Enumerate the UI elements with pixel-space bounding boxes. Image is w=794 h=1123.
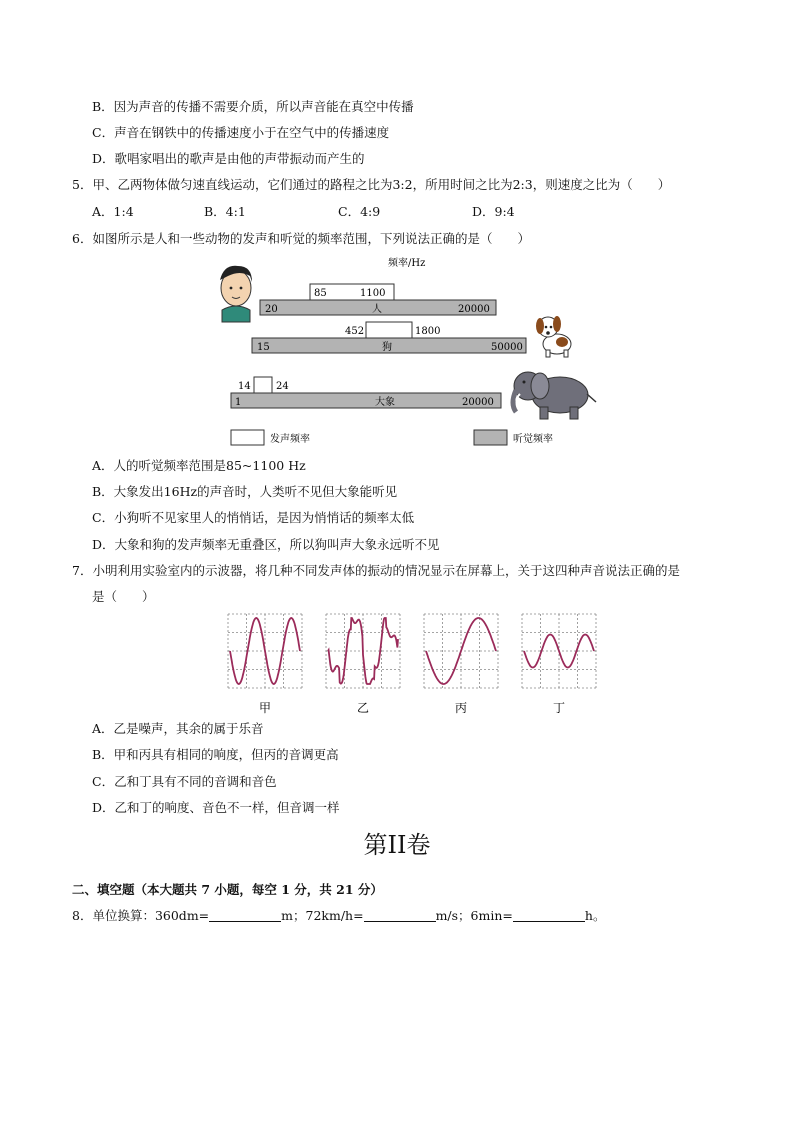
q8-blank-3[interactable] [513,909,585,922]
elephant-illustration [513,372,596,419]
wave-label: 甲 [259,701,272,715]
figure-title: 频率/Hz [388,258,426,269]
q5-option-c: C．4:9 [338,204,381,219]
q5-option-d: D．9:4 [472,204,515,219]
q7-option-c: C．乙和丁具有不同的音调和音色 [92,774,277,789]
legend-voice-swatch [231,430,264,445]
q8-part1: 8．单位换算：360dm= [72,908,210,923]
q8-blank-1[interactable] [209,909,281,922]
q6-option-c: C．小狗听不见家里人的悄悄话，是因为悄悄话的频率太低 [92,510,415,525]
human-label: 人 [372,304,382,315]
dog-voice-bar [366,322,412,338]
q7-stem-line1: 7．小明利用实验室内的示波器，将几种不同发声体的振动的情况显示在屏幕上，关于这四种声音说法正确的是 [72,563,680,578]
q5-stem: 5．甲、乙两物体做匀速直线运动，它们通过的路程之比为3:2，所用时间之比为2:3，则速度之比为（ ） [72,177,671,192]
q6-option-d: D．大象和狗的发声频率无重叠区，所以狗叫声大象永远听不见 [92,537,440,552]
dog-hear-min: 15 [257,342,270,353]
elephant-label: 大象 [375,397,395,408]
dog-voice-max: 1800 [415,326,441,337]
wave-label: 丁 [553,701,566,715]
elephant-voice-max: 24 [276,381,289,392]
q6-option-a: A．人的听觉频率范围是85~1100 Hz [92,458,306,473]
elephant-hearing-bar [231,393,501,408]
q4-option-b: B．因为声音的传播不需要介质，所以声音能在真空中传播 [92,99,414,114]
human-voice-max: 1100 [360,288,386,299]
q7-stem-line2: 是（ ） [92,589,155,604]
q8-part2: m；72km/h= [281,908,364,923]
legend-voice-label: 发声频率 [270,434,310,445]
q8-line [72,908,605,924]
wave-label: 乙 [357,701,370,715]
q5-option-a: A．1:4 [92,204,134,219]
frequency-range-figure [210,252,610,452]
wave-label: 丙 [455,701,468,715]
elephant-voice-bar [254,377,272,393]
legend-hearing-swatch [474,430,507,445]
legend-hearing-label: 听觉频率 [513,434,553,445]
q8-blank-2[interactable] [364,909,436,922]
q8-part4: h。 [584,908,606,923]
dog-label: 狗 [382,342,392,353]
q6-stem: 6．如图所示是人和一些动物的发声和听觉的频率范围，下列说法正确的是（ ） [72,231,530,246]
human-hear-max: 20000 [458,304,490,315]
q4-option-c: C．声音在钢铁中的传播速度小于在空气中的传播速度 [92,125,390,140]
elephant-voice-min: 14 [238,381,251,392]
elephant-hear-max: 20000 [462,397,494,408]
wave-panel [228,614,302,715]
dog-hear-max: 50000 [491,342,523,353]
dog-illustration [536,316,571,357]
elephant-hear-min: 1 [235,397,242,408]
oscilloscope-figure [220,612,600,718]
human-illustration [220,266,252,322]
dog-voice-min: 452 [345,326,365,337]
q6-option-b: B．大象发出16Hz的声音时，人类听不见但大象能听见 [92,484,398,499]
q4-option-d: D．歌唱家唱出的歌声是由他的声带振动而产生的 [92,151,365,166]
q7-option-a: A．乙是噪声，其余的属于乐音 [92,721,264,736]
human-voice-min: 85 [314,288,327,299]
human-hear-min: 20 [265,304,278,315]
q7-option-b: B．甲和丙具有相同的响度，但丙的音调更高 [92,747,339,762]
wave-panel [424,614,498,715]
wave-panel [326,614,400,715]
q8-part3: m/s；6min= [435,908,513,923]
q5-option-b: B．4:1 [204,204,246,219]
wave-panel [522,614,596,715]
section-title: 第II卷 [363,831,431,859]
section-heading: 二、填空题（本大题共 7 小题，每空 1 分，共 21 分） [72,882,383,897]
q7-option-d: D．乙和丁的响度、音色不一样，但音调一样 [92,800,340,815]
